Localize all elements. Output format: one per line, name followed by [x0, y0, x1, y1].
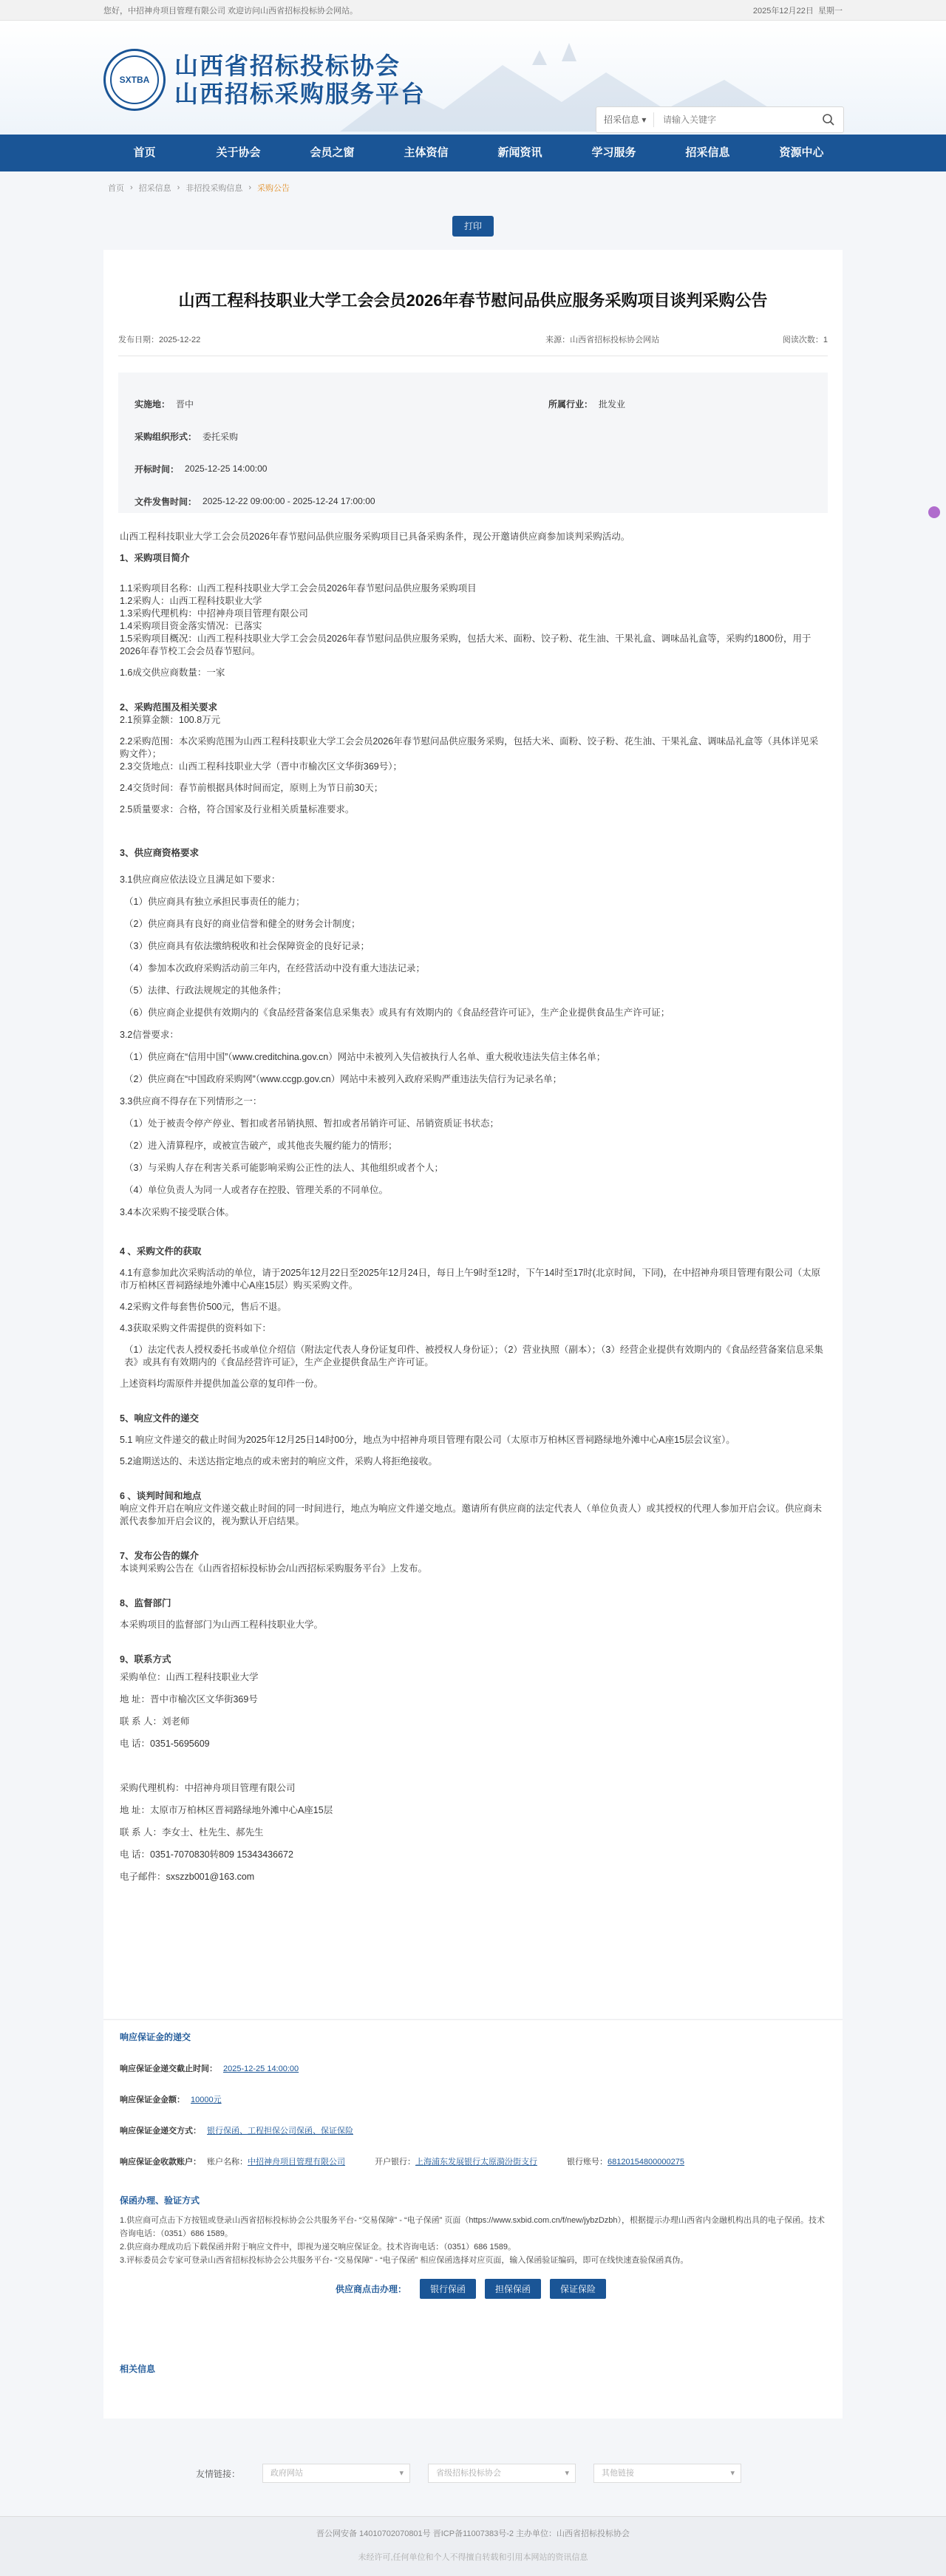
- footer: [0, 2516, 946, 2576]
- nav-credit[interactable]: 主体资信: [404, 146, 449, 159]
- intro-text: 山西工程科技职业大学工会会员2026年春节慰问品供应服务采购项目已具备采购条件，现公开邀请供应商参加谈判采购活动。: [120, 531, 630, 542]
- nav-about[interactable]: 关于协会: [216, 146, 261, 159]
- site-logo[interactable]: [103, 49, 426, 111]
- friend-links: 友情链接： 政府网站 ▾ 省级招标投标协会 ▾ 其他链接 ▾: [0, 2451, 946, 2495]
- related-info: 相关信息: [103, 2352, 843, 2419]
- section-1-title: 1、采购项目简介: [120, 553, 190, 563]
- crumb-non-bid[interactable]: 非招投采购信息: [186, 184, 243, 193]
- bond-deadline: 2025-12-25 14:00:00: [223, 2064, 299, 2073]
- links-select-other[interactable]: 其他链接 ▾: [593, 2464, 741, 2483]
- section-6-title: 6 、谈判时间和地点: [120, 1491, 202, 1501]
- bond-method: 银行保函、工程担保公司保函、保证保险: [207, 2127, 353, 2135]
- contact-agency: 采购代理机构：中招神舟项目管理有限公司 地 址：太原市万柏林区晋祠路绿地外滩中心A座15层 联 系 人：李女士、杜先生、郝先生 电 话：0351-7070830转809 15343436672 电子邮件：sxszzb001@163.com: [120, 1783, 333, 1882]
- industry-value: 批发业: [599, 398, 626, 409]
- greeting-text: 您好，中招神舟项目管理有限公司 欢迎访问山西省招标投标协会网站。: [103, 6, 358, 16]
- section-4-title: 4 、采购文件的获取: [120, 1246, 202, 1257]
- search-icon[interactable]: [814, 113, 843, 126]
- nav-learning[interactable]: 学习服务: [591, 146, 636, 159]
- top-right: [753, 4, 843, 16]
- article-meta: [118, 333, 828, 356]
- section-8-title: 8、监督部门: [120, 1598, 171, 1608]
- guarantee-buttons: 供应商点击办理： 银行保函 担保保函 保证保险: [120, 2279, 826, 2299]
- links-select-gov[interactable]: 政府网站 ▾: [262, 2464, 410, 2483]
- guide-title: 保函办理、验证方式: [120, 2195, 200, 2206]
- file-time-value: 2025-12-22 09:00:00 - 2025-12-24 17:00:00: [203, 496, 375, 506]
- breadcrumb: 首页 › 招采信息 › 非招投采购信息 › 采购公告: [108, 183, 290, 193]
- article-body: 山西工程科技职业大学工会会员2026年春节慰问品供应服务采购项目已具备采购条件，现公开邀请供应商参加谈判采购活动。 1、采购项目简介 1.1采购项目名称：山西工程科技职业大学工会会员2026年春节慰问品供应服务采购项目 1.2采购人：山西工程科技职业大学 1.3采购代理机构：中招神舟项目管理有限公司 1.4采购项目资金落实情况：已落实 1.5采购项目概况：山西工程科技职业大学工会会员2026年春节慰问品供应服务采购，包括大米、面粉、饺子粉、花生油、干果礼盒、调味品礼盒等，采购约1800份，用于2026年春节校工会会员春节慰问。 1.6成交供应商数量：一家 2、采购范围及相关要求 2.1预算金额：100.8万元 2.2采购范围：本次采购范围为山西工程科技职业大学工会会员2026年春节慰问品供应服务采购，包括大米、面粉、饺子粉、花生油、干果礼盒、调味品礼盒等（具体详见采购文件）； 2.3交货地点：山西工程科技职业大学（晋中市榆次区文华街369号）； 2.4交货时间：春节前根据具体时间而定，原则上为节日前30天； 2.5质量要求：合格，符合国家及行业相关质量标准要求。 3、供应商资格要求 3.1供应商应依法设立且满足如下要求： （1）供应商具有独立承担民事责任的能力； （2）供应商具有良好的商业信誉和健全的财务会计制度； （3）供应商具有依法缴纳税收和社会保障资金的良好记录； （4）参加本次政府采购活动前三年内，在经营活动中没有重大违法记录； （5）法律、行政法规规定的其他条件； （6）供应商企业提供有效期内的《食品经营备案信息采集表》或具有有效期内的《食品经营许可证》，生产企业提供食品生产许可证； 3.2信誉要求： （1）供应商在“信用中国”（www.creditchina.gov.cn）网站中未被列入失信被执行人名单、重大税收违法失信主体名单； （2）供应商在“中国政府采购网”（www.ccgp.gov.cn）网站中未被列入政府采购严重违法失信行为记录名单； 3.3供应商不得存在下列情形之一： （1）处于被责令停产停业、暂扣或者吊销执照、暂扣或者吊销许可证、吊销资质证书状态； （2）进入清算程序，或被宣告破产，或其他丧失履约能力的情形； （3）与采购人存在利害关系可能影响采购公正性的法人、其他组织或者个人； （4）单位负责人为同一人或者存在控股、管理关系的不同单位。 3.4本次采购不接受联合体。 4 、采购文件的获取 4.1有意参加此次采购活动的单位，请于2025年12月22日至2025年12月24日，每日上午9时至12时，下午14时至17时(北京时间，下同)，在中招神舟项目管理有限公司（太原市万柏林区晋祠路绿地外滩中心A座15层）购买采购文件。 4.2采购文件每套售价500元，售后不退。 4.3获取采购文件需提供的资料如下： （1）法定代表人授权委托书或单位介绍信（附法定代表人身份证复印件、被授权人身份证）；（2）营业执照（副本）；（3）经营企业提供有效期内的《食品经营备案信息采集表》或具有有效期内的《食品经营许可证》，生产企业提供食品生产许可证。 上述资料均需原件并提供加盖公章的复印件一份。 5、响应文件的递交 5.1 响应文件递交的截止时间为2025年12月25日14时00分，地点为中招神舟项目管理有限公司（太原市万柏林区晋祠路绿地外滩中心A座15层会议室）。 5.2逾期送达的、未送达指定地点的或未密封的响应文件，采购人将拒绝接收。 6 、谈判时间和地点 响应文件开启在响应文件递交截止时间的同一时间进行，地点为响应文件递交地点。邀请所有供应商的法定代表人（单位负责人）或其授权的代理人参加开启会议。供应商未派代表参加开启会议的，视为默认开启结果。 7、发布公告的媒介 本谈判采购公告在《山西省招标投标协会/山西招标采购服务平台》上发布。 8、监督部门 本采购项目的监督部门为山西工程科技职业大学。 9、联系方式 采购单位：山西工程科技职业大学 地 址：晋中市榆次区文华街369号 联 系 人：刘老师 电 话：0351-5695609 采购代理机构：中招神舟项目管理有限公司 地 址：太原市万柏林区晋祠路绿地外滩中心A座15层 联 系 人：李女士、杜先生、郝先生 电 话：0351-7070830转809 15343436672 电子邮件：sxszzb001@163.com: [120, 531, 826, 1888]
- weekday-text: 星期一: [818, 6, 843, 16]
- surety-guarantee-button[interactable]: 担保保函: [485, 2279, 541, 2299]
- main-nav: [0, 135, 946, 171]
- section-9-title: 9、联系方式: [120, 1654, 171, 1665]
- logo-line-1: 山西省招标投标协会: [174, 52, 401, 79]
- footer-record: 晋公网安备 14010702070801号 晋ICP备11007383号-2 主办单位：山西省招标投标协会: [316, 2529, 630, 2538]
- crumb-home[interactable]: 首页: [108, 184, 124, 193]
- print-button[interactable]: 打印: [452, 216, 494, 237]
- logo-line-2: 山西招标采购服务平台: [174, 81, 426, 107]
- project-info-box: 实施地： 晋中 所属行业： 批发业 采购组织形式： 委托采购 开标时间： 2025-12-25 14:00:00 文件发售时间： 2025-12-22 09:00:00 - 2025-12-24 17:00:00: [118, 373, 828, 513]
- contact-purchaser: 采购单位：山西工程科技职业大学 地 址：晋中市榆次区文华街369号 联 系 人：刘老师 电 话：0351-5695609: [120, 1672, 259, 1749]
- org-form-value: 委托采购: [203, 431, 239, 442]
- open-time-value: 2025-12-25 14:00:00: [185, 463, 268, 474]
- bond-amount: 10000元: [191, 2096, 222, 2104]
- insurance-guarantee-button[interactable]: 保证保险: [550, 2279, 606, 2299]
- nav-resources[interactable]: 资源中心: [779, 146, 824, 159]
- section-3-title: 3、供应商资格要求: [120, 848, 199, 858]
- crumb-current: 采购公告: [257, 184, 290, 193]
- article-title: 山西工程科技职业大学工会会员2026年春节慰问品供应服务采购项目谈判采购公告: [178, 291, 768, 310]
- nav-news[interactable]: 新闻资讯: [497, 146, 542, 159]
- section-7-title: 7、发布公告的媒介: [120, 1551, 199, 1561]
- crumb-procurement[interactable]: 招采信息: [138, 184, 171, 193]
- area-value: 晋中: [176, 398, 194, 409]
- footer-copyright: 未经许可,任何单位和个人不得擅自转载和引用本网站的资讯信息: [358, 2553, 588, 2562]
- search-input[interactable]: [654, 115, 814, 125]
- guide-notes: 1.供应商可点击下方按钮或登录山西省招标投标协会公共服务平台- “交易保障” - “电子保函” 页面（https://www.sxbid.com.cn/f/new/jybzDzbh），根据提示办理山西省内金融机构出具的电子保函。技术咨询电话：（0351）686 1589。 2.供应商办理成功后下载保函并附于响应文件中，即视为递交响应保证金。技术咨询电话：（0351）686 1589。 3.评标委员会专家可登录山西省招标投标协会公共服务平台- “交易保障” - “电子保函” 相应保函选择对应页面，输入保函验证编码，即可在线快速查验保函真伪。: [120, 2216, 826, 2265]
- view-count: 阅读次数：1: [782, 336, 828, 344]
- section-2-title: 2、采购范围及相关要求: [120, 702, 217, 713]
- top-bar: [0, 0, 946, 21]
- publish-date: 发布日期：2025-12-22: [118, 336, 201, 344]
- search-box: [596, 106, 844, 133]
- bond-title: 响应保证金的递交: [120, 2032, 191, 2042]
- logo-seal-icon: SXTBA: [103, 49, 166, 111]
- nav-procurement[interactable]: 招采信息: [685, 146, 730, 159]
- nav-home[interactable]: 首页: [133, 146, 156, 159]
- section-5-title: 5、响应文件的递交: [120, 1413, 199, 1424]
- date-text: 2025年12月22日: [752, 6, 814, 16]
- account-name: 中招神舟项目管理有限公司: [248, 2158, 345, 2167]
- bank-name: 上海浦东发展银行太原漪汾街支行: [415, 2158, 537, 2167]
- article: [103, 250, 843, 2019]
- bank-guarantee-button[interactable]: 银行保函: [420, 2279, 476, 2299]
- links-select-assoc[interactable]: 省级招标投标协会 ▾: [428, 2464, 576, 2483]
- nav-members[interactable]: 会员之窗: [310, 146, 355, 159]
- floating-widget-icon[interactable]: [928, 506, 940, 518]
- account-number: 68120154800000275: [608, 2158, 685, 2167]
- article-source: 来源：山西省招标投标协会网站: [545, 336, 660, 344]
- header: [0, 21, 946, 135]
- search-category-select[interactable]: 招采信息 ▾: [596, 112, 654, 127]
- bond-section: 响应保证金的递交 响应保证金递交截止时间： 2025-12-25 14:00:00 响应保证金金额： 10000元 响应保证金递交方式： 银行保函、工程担保公司保函、保证保险 响应保证金收款账户： 账户名称：中招神舟项目管理有限公司 开户银行：上海浦东发展银行太原漪汾街支行 银行账号：68120154800000275 保函办理、验证方式 1.供应商可点击下方按钮或登录山西省招标投标协会公共服务平台- “交易保障” - “电子保函” 页面（https://www.sxbid.com.cn/f/new/jybzDzbh），根据提示办理山西省内金融机构出具的电子保函。技术咨询电话：（0351）686 1589。 2.供应商办理成功后下载保函并附于响应文件中，即视为递交响应保证金。技术咨询电话：（0351）686 1589。 3.评标委员会专家可登录山西省招标投标协会公共服务平台- “交易保障” - “电子保函” 相应保函选择对应页面，输入保函验证编码，即可在线快速查验保函真伪。 供应商点击办理： 银行保函 担保保函 保证保险: [103, 2019, 843, 2352]
